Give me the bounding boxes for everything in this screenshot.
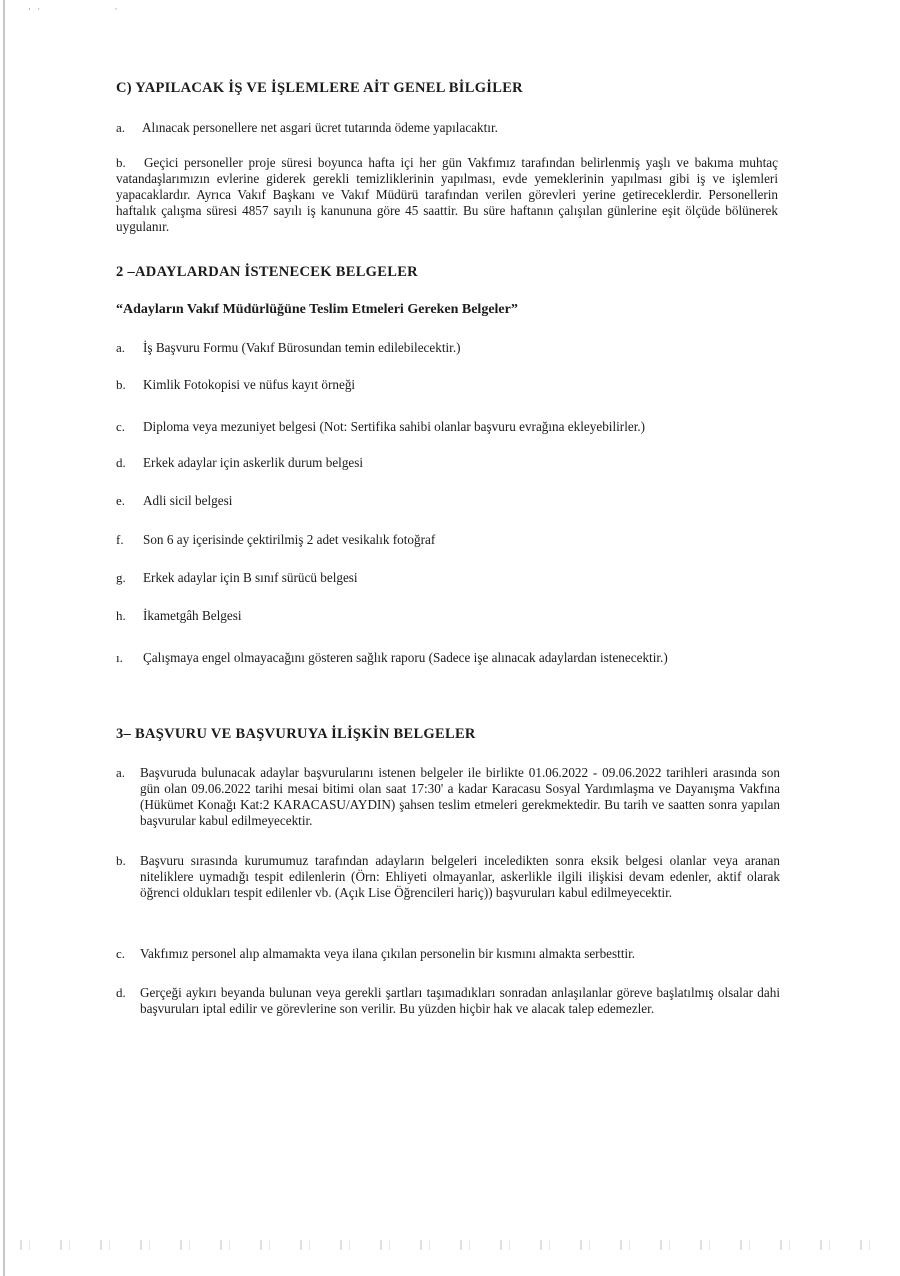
item-marker: a. — [116, 340, 126, 355]
list-item — [116, 765, 780, 829]
item-text: Adli sicil belgesi — [143, 493, 233, 508]
item-marker: b. — [116, 377, 126, 392]
list-item — [116, 853, 780, 901]
section-3-heading: 3– BAŞVURU VE BAŞVURUYA İLİŞKİN BELGELER — [116, 726, 476, 742]
scan-specks: · · · — [28, 4, 120, 14]
item-marker: h. — [116, 608, 126, 623]
item-text: Çalışmaya engel olmayacağını gösteren sağlık raporu (Sadece işe alınacak adaylardan istenecektir.) — [143, 650, 668, 665]
section-2-subheading: “Adayların Vakıf Müdürlüğüne Teslim Etmeleri Gereken Belgeler” — [116, 302, 518, 317]
item-text: Son 6 ay içerisinde çektirilmiş 2 adet vesikalık fotoğraf — [143, 532, 436, 547]
section-2-heading: 2 –ADAYLARDAN İSTENECEK BELGELER — [116, 264, 418, 280]
section-c-heading: C) YAPILACAK İŞ VE İŞLEMLERE AİT GENEL BİLGİLER — [116, 80, 523, 96]
item-text: Alınacak personellere net asgari ücret tutarında ödeme yapılacaktır. — [142, 120, 498, 135]
list-item — [116, 650, 796, 666]
item-text: Diploma veya mezuniyet belgesi (Not: Sertifika sahibi olanlar başvuru evrağına ekleyebilirler.) — [143, 419, 646, 434]
item-marker: d. — [116, 455, 126, 470]
item-text: Vakfımız personel alıp almamakta veya ilana çıkılan personelin bir kısmını almakta serbesttir. — [140, 946, 636, 961]
item-text: Başvuru sırasında kurumumuz tarafından adayların belgeleri inceledikten sonra eksik belgesi olanlar veya aranan niteliklere uymadığı tespit edilenlerin (Örn: Ehliyeti olmayanlar, askerlikle ilgili ilişkisi devam edenler, aktif olarak öğrenci oldukları tespit edilenler vb. (Açık Lise Öğrencileri hariç)) başvuruları kabul edilmeyecektir. — [140, 853, 780, 900]
scan-bottom-noise — [20, 1240, 880, 1250]
item-marker: e. — [116, 493, 126, 508]
list-item — [116, 419, 786, 435]
list-item — [116, 120, 786, 136]
item-marker: a. — [116, 765, 126, 780]
list-item — [116, 493, 776, 509]
item-marker: ı. — [116, 650, 123, 665]
item-text: İkametgâh Belgesi — [143, 608, 242, 623]
item-marker: f. — [116, 532, 124, 547]
item-text: Başvuruda bulunacak adaylar başvurularını istenen belgeler ile birlikte 01.06.2022 - 09.06.2022 tarihleri arasında son gün olan 09.06.2022 tarihi mesai bitimi olan saat 17:30' a kadar Karacasu Sosyal Yardımlaşma ve Dayanışma Vakfına (Hükümet Konağı Kat:2 KARACASU/AYDIN) şahsen teslim etmeleri gerekmektedir. Bu tarih ve saatten sonra yapılan başvurular kabul edilmeyecektir. — [140, 765, 780, 828]
item-text: Geçici personeller proje süresi boyunca hafta içi her gün Vakfımız tarafından belirlenmiş yaşlı ve bakıma muhtaç vatandaşlarımızın evlerine giderek gerekli temizliklerinin yapılması, evde yemeklerinin yapılması gibi iş ve işlemleri yapacaklardır. Ayrıca Vakıf Başkanı ve Vakıf Müdürü tarafından verilen görevleri yerine getireceklerdir. Personellerin haftalık çalışma süresi 4857 sayılı iş kanununa göre 45 saattir. Bu süre haftanın çalışılan günlerine eşit ölçüde bölünerek uygulanır. — [116, 155, 778, 234]
item-marker: a. — [116, 120, 126, 135]
list-item — [116, 946, 780, 962]
scan-edge — [3, 0, 5, 1276]
list-item — [116, 455, 776, 471]
list-item — [116, 608, 776, 624]
item-marker: b. — [116, 853, 126, 868]
list-item — [116, 570, 776, 586]
list-item — [116, 985, 780, 1017]
item-marker: b. — [116, 155, 126, 170]
item-text: Kimlik Fotokopisi ve nüfus kayıt örneği — [143, 377, 356, 392]
list-item — [116, 532, 776, 548]
item-marker: g. — [116, 570, 126, 585]
item-marker: c. — [116, 946, 126, 961]
item-marker: d. — [116, 985, 126, 1000]
list-item — [116, 155, 778, 235]
item-text: Gerçeği aykırı beyanda bulunan veya gerekli şartları taşımadıkları sonradan anlaşılanlar göreve başlatılmış olsalar dahi başvuruları iptal edilir ve görevlerine son verilir. Bu yüzden hiçbir hak ve alacak talep edemezler. — [140, 985, 780, 1016]
item-text: İş Başvuru Formu (Vakıf Bürosundan temin edilebilecektir.) — [143, 340, 461, 355]
list-item — [116, 377, 776, 393]
item-text: Erkek adaylar için B sınıf sürücü belgesi — [143, 570, 358, 585]
item-marker: c. — [116, 419, 126, 434]
item-text: Erkek adaylar için askerlik durum belgesi — [143, 455, 364, 470]
list-item — [116, 340, 776, 356]
